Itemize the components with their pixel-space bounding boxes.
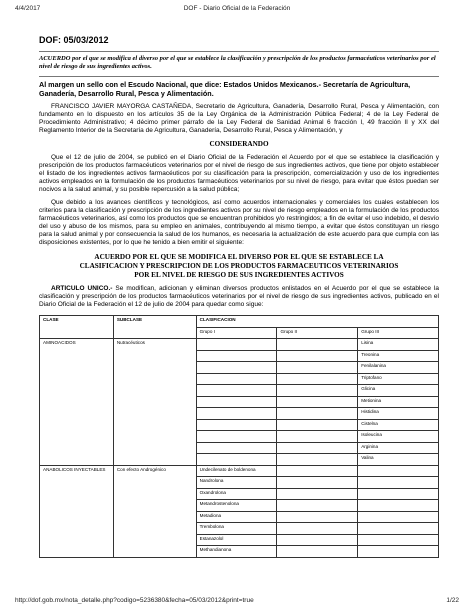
paragraph-considerando-2: Que debido a los avances científicos y tecnológicos, así como acuerdos internacionales y comerciales los cuales establecen los criterios para la clasificación y prescripción de los ingredientes activos por su nivel de riesgo empleados en la formulación de los productos farmacéuticos veterinarios, así como los productos que se encuentran prohibidos y/o restringidos; a fin de evitar el uso indebido, el desvío del uso y abuso de los mismos, para su empleo en animales, contribuyendo al mismo tiempo, a evitar que éstos constituyan un riesgo para la salud animal y por consecuencia la salud de los humanos, es necesaria la actualización de este acuerdo para que cumpla con las disposiciones existentes, por lo que he tenido a bien emitir el siguiente:	[39, 199, 439, 246]
cell-grupo-1: Undecilenato de boldenona	[196, 465, 277, 477]
cell-grupo-1	[196, 454, 277, 466]
print-url: http://dof.gob.mx/nota_detalle.php?codigo=5236380&fecha=05/03/2012&print=true	[15, 597, 254, 604]
divider	[39, 51, 439, 52]
cell-grupo-1: Nandrolona	[196, 477, 277, 489]
cell-grupo-3: Treonina	[358, 350, 439, 362]
cell-grupo-1	[196, 350, 277, 362]
cell-grupo-1	[196, 408, 277, 420]
considerando-heading: CONSIDERANDO	[209, 140, 269, 148]
header-clasificacion: CLASIFICACION	[196, 316, 438, 328]
print-title: DOF - Diario Oficial de la Federación	[183, 5, 291, 12]
cell-subclase: Nutracéuticos	[113, 339, 196, 466]
cell-grupo-3	[358, 511, 439, 523]
paragraph-considerando-1: Que el 12 de julio de 2004, se publicó en el Diario Oficial de la Federación el Acuerdo por el que se establece la clasificación y prescripción de los productos farmacéuticos veterinarios por el nivel de riesgo de sus ingredientes activos, que tiene por objeto establecer el listado de los ingredientes activos farmacéuticos por su clasificación para la prescripción, comercialización y uso de los ingredientes activos empleados en la formulación de los productos farmacéuticos veterinarios por su nivel de riesgo, para evitar que éstos puedan ser nocivos a la salud animal, y su posible repercusión a la salud pública;	[39, 154, 439, 193]
articulo-unico	[39, 285, 439, 309]
header-grupo-3: Grupo III	[358, 327, 439, 339]
cell-grupo-1: Metadiona	[196, 511, 277, 523]
cell-grupo-1: Estanazolol	[196, 534, 277, 546]
cell-grupo-1	[196, 373, 277, 385]
cell-grupo-2	[277, 454, 358, 466]
cell-grupo-3: Triptofano	[358, 373, 439, 385]
cell-grupo-2	[277, 373, 358, 385]
cell-grupo-1: Oxandrolona	[196, 488, 277, 500]
cell-grupo-2	[277, 465, 358, 477]
cell-grupo-1	[196, 396, 277, 408]
cell-grupo-1	[196, 362, 277, 374]
cell-grupo-3: Isoleucina	[358, 431, 439, 443]
cell-grupo-3: Lisina	[358, 339, 439, 351]
cell-grupo-2	[277, 385, 358, 397]
cell-grupo-1	[196, 419, 277, 431]
cell-grupo-3: Fenilalanina	[358, 362, 439, 374]
classification-table	[39, 315, 439, 558]
articulo-text: Se modifican, adicionan y eliminan diversos productos enlistados en el Acuerdo por el que se establece la clasificación y prescripción de los productos farmacéuticos veterinarios por el nivel de riesgo de sus ingredientes activos, publicado en el Diario Oficial de la Federación el 12 de julio de 2004 para quedar como sigue:	[39, 285, 439, 308]
cell-grupo-3	[358, 534, 439, 546]
document-body	[39, 35, 439, 558]
acuerdo-title: ACUERDO POR EL QUE SE MODIFICA EL DIVERSO POR EL QUE SE ESTABLECE LA CLASIFICACION Y PRESCRIPCION DE LOS PRODUCTOS FARMACEUTICOS VETERINARIOS POR EL NIVEL DE RIESGO DE SUS INGREDIENTES ACTIVOS	[79, 253, 399, 279]
cell-grupo-1: Methandianona	[196, 546, 277, 558]
print-date: 4/4/2017	[15, 5, 41, 12]
cell-grupo-3: Arginina	[358, 442, 439, 454]
page-number: 1/22	[446, 597, 459, 604]
cell-grupo-3: Valina	[358, 454, 439, 466]
cell-clase: ANABOLICOS INYECTABLES	[40, 465, 114, 557]
cell-grupo-2	[277, 396, 358, 408]
margin-seal: Al margen un sello con el Escudo Nacional, que dice: Estados Unidos Mexicanos.- Secretaría de Agricultura, Ganadería, Desarrollo Rural, Pesca y Alimentación.	[39, 80, 411, 98]
cell-grupo-2	[277, 534, 358, 546]
cell-grupo-1	[196, 442, 277, 454]
cell-clase: AMINOACIDOS	[40, 339, 114, 466]
acuerdo-header: ACUERDO por el que se modifica el diverso por el que se establece la clasificación y prescripción de los productos farmacéuticos veterinarios por el nivel de riesgo de sus ingredientes activos.	[39, 55, 436, 70]
cell-grupo-2	[277, 546, 358, 558]
print-header	[15, 5, 459, 15]
cell-grupo-2	[277, 408, 358, 420]
cell-grupo-2	[277, 511, 358, 523]
dof-date: DOF: 05/03/2012	[39, 35, 109, 45]
cell-grupo-2	[277, 477, 358, 489]
cell-grupo-2	[277, 419, 358, 431]
cell-grupo-3: Histidina	[358, 408, 439, 420]
table-row	[40, 465, 439, 477]
cell-grupo-3: Metionina	[358, 396, 439, 408]
cell-grupo-3	[358, 546, 439, 558]
cell-grupo-2	[277, 523, 358, 535]
cell-grupo-2	[277, 442, 358, 454]
cell-grupo-2	[277, 350, 358, 362]
articulo-label: ARTICULO UNICO.-	[51, 285, 113, 292]
cell-grupo-3	[358, 465, 439, 477]
cell-grupo-3	[358, 500, 439, 512]
cell-grupo-1	[196, 431, 277, 443]
cell-grupo-2	[277, 339, 358, 351]
print-footer	[15, 597, 459, 607]
cell-grupo-1: Trembolona	[196, 523, 277, 535]
cell-grupo-3	[358, 488, 439, 500]
header-grupo-1: Grupo I	[196, 327, 277, 339]
table-row	[40, 339, 439, 351]
cell-grupo-2	[277, 500, 358, 512]
cell-grupo-1	[196, 339, 277, 351]
table-header-row	[40, 316, 439, 328]
cell-grupo-1	[196, 385, 277, 397]
cell-grupo-2	[277, 431, 358, 443]
cell-subclase: Con efecto Androgénico	[113, 465, 196, 557]
header-grupo-2: Grupo II	[277, 327, 358, 339]
divider	[39, 76, 439, 77]
cell-grupo-3: Glicina	[358, 385, 439, 397]
cell-grupo-2	[277, 362, 358, 374]
header-subclase: SUBCLASE	[113, 316, 196, 339]
cell-grupo-2	[277, 488, 358, 500]
cell-grupo-1: Metandrostenolona	[196, 500, 277, 512]
cell-grupo-3: Cistelna	[358, 419, 439, 431]
cell-grupo-3	[358, 523, 439, 535]
header-clase: CLASE	[40, 316, 114, 339]
paragraph-preamble: FRANCISCO JAVIER MAYORGA CASTAÑEDA, Secretario de Agricultura, Ganadería, Desarrollo Rural, Pesca y Alimentación, con fundamento en lo dispuesto en los artículos 35 de la Ley Orgánica de la Administración Pública Federal; 4 de la Ley Federal de Procedimiento Administrativo; 4 décimo primer párrafo de la Ley Federal de Sanidad Animal 6 fracción I, 49 fracción II y XX del Reglamento Interior de la Secretaría de Agricultura, Ganadería, Desarrollo Rural, Pesca y Alimentación, y	[39, 103, 439, 134]
cell-grupo-3	[358, 477, 439, 489]
